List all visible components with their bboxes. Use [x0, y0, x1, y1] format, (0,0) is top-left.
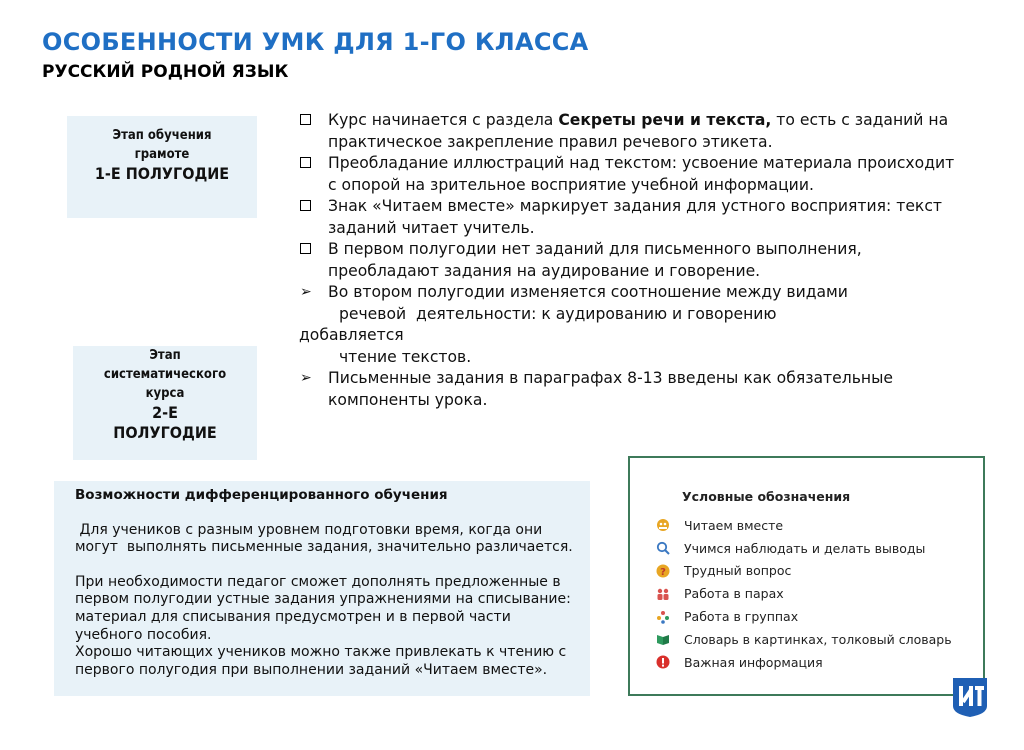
stage-period: 2-Е [152, 403, 178, 422]
bullet-text: Преобладание иллюстраций над текстом: усвоение материала происходит с опорой на зрительное восприятие учебной информации. [328, 154, 955, 194]
list-item [299, 110, 959, 153]
bullet-text: Курс начинается с раздела [328, 111, 559, 129]
bullet-text: Письменные задания в параграфах 8-13 введены как обязательные компоненты урока. [328, 369, 893, 409]
legend-label: Важная информация [684, 654, 823, 670]
legend-item [656, 514, 952, 537]
legend-item [656, 537, 952, 560]
stage-literacy-box [67, 116, 257, 218]
arrow-bullet-icon: ➢ [300, 284, 312, 300]
legend-label: Читаем вместе [684, 517, 784, 533]
legend-label: Учимся наблюдать и делать выводы [684, 540, 926, 556]
differentiation-paragraph: При необходимости педагог сможет дополнять предложенные в первом полугодии устные задания упражнениями на списывание: материал для списывания предусмотрен и в первой части учебного пособия. [75, 573, 571, 643]
legend-box [628, 456, 985, 696]
svg-text:?: ? [660, 566, 666, 578]
page-subtitle: РУССКИЙ РОДНОЙ ЯЗЫК [42, 62, 289, 82]
stage-line: Этап [149, 348, 181, 363]
differentiation-heading: Возможности дифференцированного обучения [75, 487, 448, 503]
arrow-bullet-icon: ➢ [300, 370, 312, 386]
bullet-text: речевой деятельности: к аудированию и говорению [334, 304, 777, 323]
bullet-text: добавляется [299, 326, 404, 344]
legend-label: Словарь в картинках, толковый словарь [684, 631, 952, 647]
stage-line: Этап обучения [112, 128, 212, 143]
stage-period: 1-Е ПОЛУГОДИЕ [94, 164, 230, 183]
bullet-text: Знак «Читаем вместе» маркирует задания для устного восприятия: текст заданий читает учитель. [328, 197, 942, 237]
dictionary-icon [656, 632, 670, 646]
stage-period: ПОЛУГОДИЕ [113, 423, 217, 442]
list-item [299, 196, 959, 239]
important-icon [656, 655, 670, 669]
checkbox-bullet-icon [300, 200, 311, 211]
stage-systematic-box [73, 346, 257, 460]
legend-title: Условные обозначения [682, 489, 851, 504]
feature-list [299, 110, 959, 411]
bullet-text: то есть с заданий на практическое закрепление правил речевого этикета. [328, 111, 949, 151]
legend-item [656, 651, 952, 674]
legend-item [656, 560, 952, 583]
group-work-icon [656, 610, 670, 624]
publisher-logo-icon [951, 676, 989, 718]
differentiation-paragraph: Для учеников с разным уровнем подготовки время, когда они могут выполнять письменные задания, значительно различается. [75, 521, 573, 556]
legend-label: Работа в парах [684, 586, 784, 602]
legend-item [656, 582, 952, 605]
bullet-text: В первом полугодии нет заданий для письменного выполнения, преобладают задания на аудирование и говорение. [328, 240, 862, 280]
checkbox-bullet-icon [300, 114, 311, 125]
stage-line: грамоте [134, 147, 190, 162]
legend-label: Трудный вопрос [684, 563, 792, 579]
reading-together-icon [656, 518, 670, 532]
checkbox-bullet-icon [300, 157, 311, 168]
bullet-text: чтение текстов. [334, 347, 472, 366]
legend-item [656, 628, 952, 651]
list-item [299, 153, 959, 196]
differentiation-paragraph: Хорошо читающих учеников можно также привлекать к чтению с первого полугодия при выполнении заданий «Читаем вместе». [75, 644, 567, 678]
page-title: ОСОБЕННОСТИ УМК ДЛЯ 1-ГО КЛАССА [42, 28, 589, 56]
pair-work-icon [656, 587, 670, 601]
question-icon [656, 564, 670, 578]
list-item [299, 239, 959, 282]
list-item [299, 368, 959, 411]
list-item [299, 282, 959, 368]
differentiation-text [75, 487, 575, 679]
legend-label: Работа в группах [684, 609, 799, 625]
stage-line: систематического [103, 367, 227, 382]
bullet-text: Во втором полугодии изменяется соотношение между видами [328, 283, 848, 301]
bullet-bold-text: Секреты речи и текста, [558, 111, 772, 129]
checkbox-bullet-icon [300, 243, 311, 254]
stage-line: курса [145, 386, 185, 401]
legend-list [656, 514, 952, 674]
magnifier-icon [656, 541, 670, 555]
legend-item [656, 605, 952, 628]
